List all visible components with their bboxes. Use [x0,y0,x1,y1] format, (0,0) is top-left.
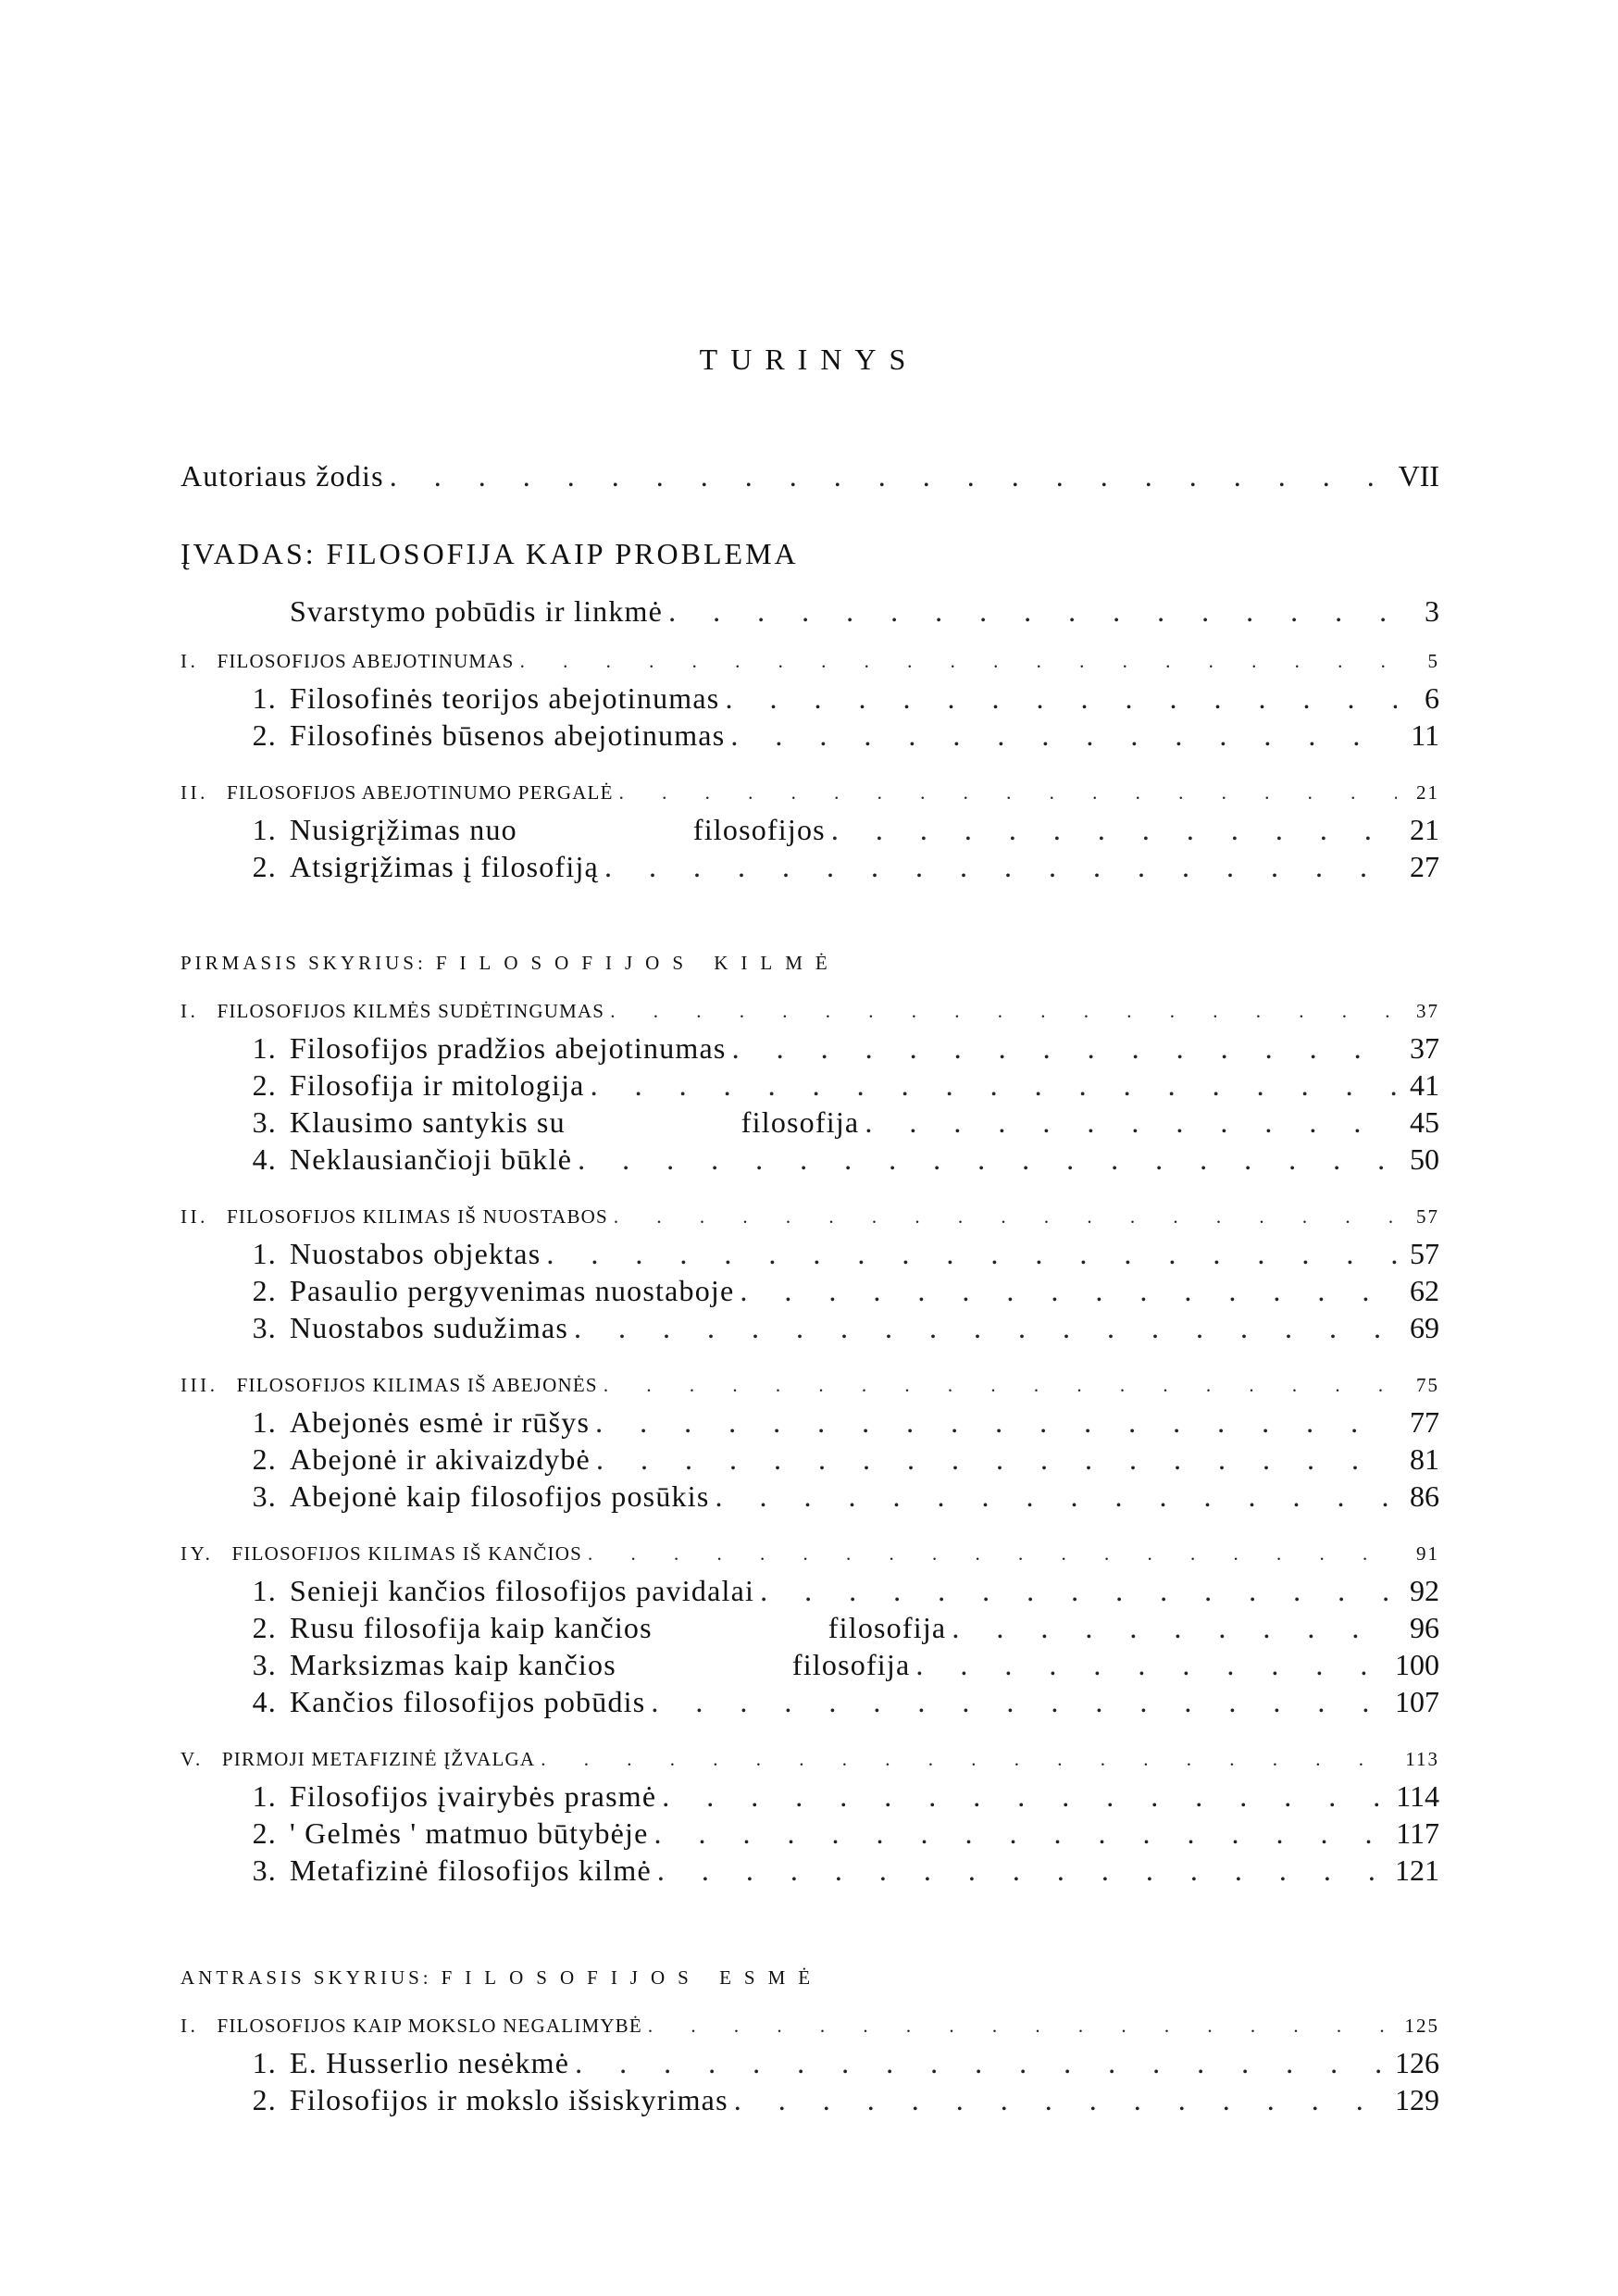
entry-page: 100 [1395,1648,1439,1681]
toc-entry-row [180,811,1439,848]
leader-dots [732,1029,1397,1067]
leader-dots [654,1815,1391,1852]
chapter-name: FILOSOFIJOS ESMĖ [441,1966,824,1989]
toc-entry-row [180,2081,1439,2118]
entry-number: 2. [252,1442,277,1476]
section-page: 21 [1416,781,1439,804]
toc-entry-row [180,1235,1439,1272]
toc-entry-title-group [252,811,826,848]
toc-entry-title-group [252,1029,727,1067]
entry-page: 86 [1410,1479,1439,1513]
leader-dots [831,811,1397,848]
section-title: FILOSOFIJOS KAIP MOKSLO NEGALIMYBĖ [217,2015,642,2037]
entry-number: 2. [252,850,277,883]
toc-section-row [180,1535,1439,1572]
leader-dots [610,992,1397,1029]
entry-number: 3. [252,1479,277,1513]
entry-title: E. Husserlio nesėkmė [290,2046,570,2079]
toc-entry-row [180,1478,1439,1515]
leader-dots [657,1852,1389,1889]
leader-dots [730,717,1397,754]
entry-title: Nuostabos sudužimas [290,1311,569,1344]
section-title: FILOSOFIJOS KILMĖS SUDĖTINGUMAS [217,1000,605,1022]
section-title: PIRMOJI METAFIZINĖ ĮŽVALGA [221,1748,536,1770]
entry-page: 27 [1410,850,1439,883]
entry-page: 117 [1396,1816,1439,1850]
entry-page: 126 [1395,2046,1439,2079]
toc-entry-preface [180,457,1439,494]
section-title: FILOSOFIJOS KILIMAS IŠ NUOSTABOS [227,1205,608,1228]
entry-title: Atsigrįžimas į filosofiją [290,850,599,883]
entry-number: 2. [252,2083,277,2116]
chapter1-sections [180,992,1439,1889]
chapter-lead: ANTRASIS SKYRIUS: [180,1966,432,1989]
toc-entry-row [180,2044,1439,2081]
entry-title-continued: filosofija [791,1648,911,1681]
toc-section-row [180,1198,1439,1235]
toc-section-row [180,774,1439,811]
toc-section-row [180,643,1439,680]
entry-title: Filosofijos pradžios abejotinumas [290,1031,727,1065]
leader-dots [575,2044,1389,2081]
leader-dots [668,593,1397,630]
entry-title: Filosofija ir mitologija [290,1068,585,1102]
section-numeral: I. [180,650,199,672]
leader-dots [662,1778,1390,1815]
leader-dots [648,2007,1397,2044]
section-numeral: II. [180,1205,209,1228]
chapter-lead: PIRMASIS SKYRIUS: [180,952,427,974]
leader-dots [865,1104,1397,1141]
toc-entry-title-group [252,1141,573,1178]
entry-number: 3. [252,1853,277,1887]
entry-page: 77 [1410,1405,1439,1439]
section-title: FILOSOFIJOS KILIMAS IŠ KANČIOS [231,1542,582,1565]
leader-dots [591,1067,1397,1104]
entry-title: Filosofinės teorijos abejotinumas [290,681,720,715]
leader-dots [651,1683,1389,1720]
section-numeral: III. [180,1374,218,1396]
entry-title: ' Gelmės ' matmuo būtybėje [290,1816,649,1850]
entry-number: 3. [252,1105,277,1139]
toc-entry-title-group [252,1067,585,1104]
entry-page: 129 [1395,2083,1439,2116]
entry-title: Filosofijos įvairybės prasmė [290,1779,657,1813]
toc-entry-row [180,1572,1439,1609]
toc-entry-title-group [252,1646,911,1683]
entry-number: 2. [252,1068,277,1102]
entry-title: Nuostabos objektas [290,1237,541,1270]
entry-page: 121 [1395,1853,1439,1887]
toc-entry-row [180,1404,1439,1441]
toc-section-row [180,992,1439,1029]
entry-title: Nusigrįžimas nuo [290,813,517,846]
section-page: 91 [1416,1542,1439,1565]
section-title: FILOSOFIJOS ABEJOTINUMO PERGALĖ [227,781,614,804]
leader-dots [596,1441,1397,1478]
section-title: FILOSOFIJOS ABEJOTINUMAS [217,650,515,672]
entry-title-continued: filosofija [828,1611,947,1644]
section-numeral: I. [180,1000,199,1022]
section-title: FILOSOFIJOS KILIMAS IŠ ABEJONĖS [236,1374,598,1396]
entry-page: 81 [1410,1442,1439,1476]
entry-page: 69 [1410,1311,1439,1344]
toc-section-row [180,1366,1439,1404]
entry-page: 21 [1410,813,1439,846]
entry-number: 2. [252,1611,277,1644]
toc-entry-title-group [252,1441,591,1478]
toc-entry-title-group [252,1104,860,1141]
toc-entry-title-group [252,848,599,885]
toc-entry-row [180,1272,1439,1309]
entry-number: 1. [252,2046,277,2079]
chapter2-sections [180,2007,1439,2118]
toc-section-row [180,1741,1439,1778]
entry-title: Marksizmas kaip kančios [290,1648,616,1681]
section-numeral: II. [180,781,209,804]
entry-page: 41 [1410,1068,1439,1102]
toc-entry-page: VII [1398,459,1439,493]
entry-page: 114 [1396,1779,1439,1813]
section-page: 75 [1416,1374,1439,1396]
toc-entry-title-group [252,680,720,717]
section-numeral: I. [180,2015,199,2037]
toc-entry-row [180,1815,1439,1852]
leader-dots [760,1572,1397,1609]
entry-title: Rusu filosofija kaip kančios [290,1611,653,1644]
entry-number: 2. [252,1816,277,1850]
toc-entry-row [180,1852,1439,1889]
toc-entry-title-group [252,1609,947,1646]
toc-entry-title-group [252,1309,569,1346]
section-numeral: V. [180,1748,204,1770]
entry-number: 1. [252,1574,277,1607]
section-page: 37 [1416,1000,1439,1022]
leader-dots [541,1741,1397,1778]
toc-entry-row [180,1609,1439,1646]
entry-page: 57 [1410,1237,1439,1270]
entry-title-continued: filosofija [741,1105,860,1139]
entry-page: 96 [1410,1611,1439,1644]
leader-dots [915,1646,1389,1683]
entry-number: 1. [252,1405,277,1439]
entry-page: 107 [1395,1685,1439,1718]
section-page: 5 [1427,650,1439,672]
entry-page: 50 [1410,1142,1439,1176]
table-of-contents [180,457,1439,2118]
entry-number: 3. [252,1311,277,1344]
entry-title: Pasaulio pergyvenimas nuostaboje [290,1274,735,1307]
leader-dots [952,1609,1397,1646]
entry-number: 1. [252,1031,277,1065]
leader-dots [595,1404,1397,1441]
toc-entry-page: 3 [1425,594,1439,628]
entry-number: 4. [252,1685,277,1718]
leader-dots [619,774,1397,811]
leader-dots [604,1366,1397,1404]
leader-dots [588,1535,1397,1572]
leader-dots [546,1235,1397,1272]
entry-number: 1. [252,1779,277,1813]
toc-entry-row [180,680,1439,717]
toc-entry-row [180,1029,1439,1067]
toc-entry-title-group [252,1404,591,1441]
entry-number: 2. [252,1274,277,1307]
entry-title: Filosofinės būsenos abejotinumas [290,718,726,752]
toc-entry-row [180,1309,1439,1346]
leader-dots [604,848,1397,885]
entry-title: Abejonės esmė ir rūšys [290,1405,591,1439]
entry-number: 1. [252,813,277,846]
toc-entry-row [180,1104,1439,1141]
toc-entry-row [180,1067,1439,1104]
toc-entry-title-group [252,1683,646,1720]
toc-entry-row [180,1778,1439,1815]
section-numeral: IY. [180,1542,214,1565]
entry-title: Abejonė kaip filosofijos posūkis [290,1479,710,1513]
toc-entry-title-group [252,2081,728,2118]
section-page: 113 [1405,1748,1439,1770]
toc-entry-title: Autoriaus žodis [180,459,384,493]
toc-section-row [180,2007,1439,2044]
toc-entry-row [180,717,1439,754]
entry-number: 3. [252,1648,277,1681]
leader-dots [715,1478,1397,1515]
leader-dots [390,457,1393,494]
leader-dots [614,1198,1397,1235]
entry-page: 6 [1425,681,1439,715]
leader-dots [578,1141,1397,1178]
toc-entry-title-group [252,1572,755,1609]
toc-entry-title-group [252,717,726,754]
intro-sections [180,643,1439,885]
entry-title: Kančios filosofijos pobūdis [290,1685,646,1718]
chapter-heading-2 [180,1959,1439,1990]
section-page: 57 [1416,1205,1439,1228]
toc-entry-intro-first [180,593,1439,630]
toc-entry-title: Svarstymo pobūdis ir linkmė [290,594,664,628]
entry-number: 4. [252,1142,277,1176]
leader-dots [740,1272,1397,1309]
entry-title: Senieji kančios filosofijos pavidalai [290,1574,755,1607]
entry-page: 37 [1410,1031,1439,1065]
chapter-heading-1 [180,944,1439,976]
entry-title-continued: filosofijos [692,813,826,846]
toc-entry-row [180,1141,1439,1178]
toc-entry-title-group [252,1235,541,1272]
toc-entry-title-group [252,1272,735,1309]
entry-title: Abejonė ir akivaizdybė [290,1442,591,1476]
toc-entry-title-group [252,1478,710,1515]
toc-entry-title-group [252,2044,570,2081]
page-title: TURINYS [699,343,919,376]
entry-page: 45 [1410,1105,1439,1139]
toc-entry-title-group [252,1778,657,1815]
toc-entry-row [180,1441,1439,1478]
entry-title: Filosofijos ir mokslo išsiskyrimas [290,2083,728,2116]
entry-page: 11 [1411,718,1439,752]
toc-entry-row [180,848,1439,885]
entry-title: Klausimo santykis su [290,1105,566,1139]
intro-heading: ĮVADAS: FILOSOFIJA KAIP PROBLEMA [180,537,799,570]
entry-title: Neklausiančioji būklė [290,1142,573,1176]
chapter-name: FILOSOFIJOS KILMĖ [435,952,840,974]
leader-dots [734,2081,1389,2118]
leader-dots [725,680,1397,717]
leader-dots [574,1309,1397,1346]
section-page: 125 [1404,2015,1439,2037]
entry-page: 62 [1410,1274,1439,1307]
toc-entry-title-group [252,1815,649,1852]
toc-entry-row [180,1683,1439,1720]
entry-title: Metafizinė filosofijos kilmė [290,1853,652,1887]
entry-number: 1. [252,1237,277,1270]
entry-number: 2. [252,718,277,752]
leader-dots [520,643,1397,680]
toc-entry-title-group [252,1852,652,1889]
entry-number: 1. [252,681,277,715]
toc-entry-row [180,1646,1439,1683]
entry-page: 92 [1410,1574,1439,1607]
